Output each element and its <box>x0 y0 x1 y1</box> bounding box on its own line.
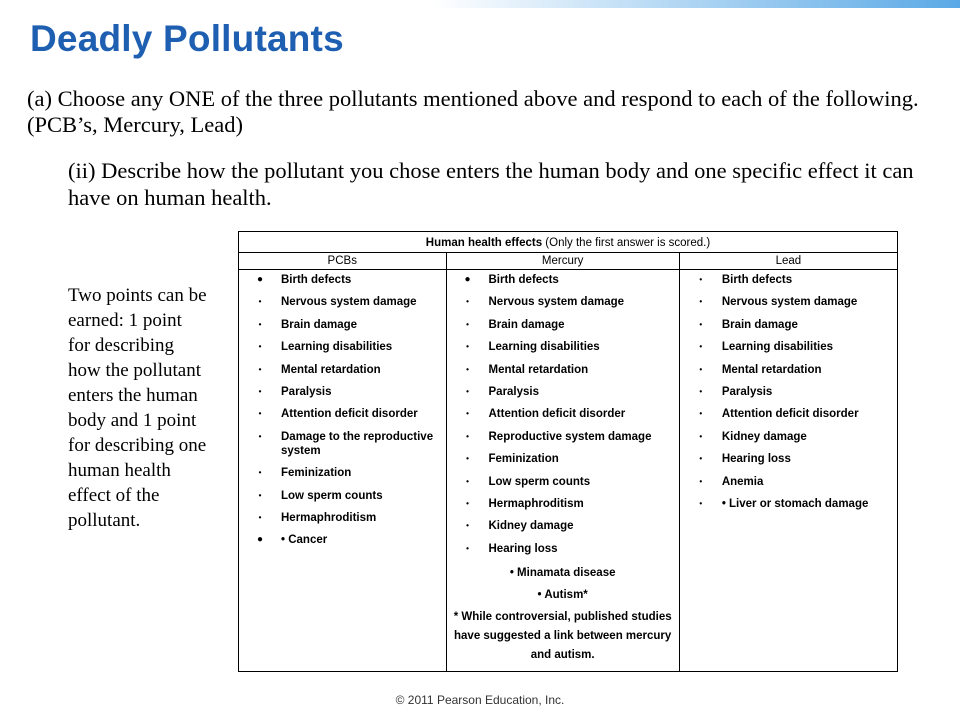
list-item-label: • Liver or stomach damage <box>721 497 869 510</box>
bullet-icon: • <box>699 275 703 284</box>
bullet-icon: • <box>258 431 262 441</box>
list-item-label: Anemia <box>721 475 764 488</box>
list-item-label: Nervous system damage <box>281 296 417 309</box>
bullet-icon: • <box>258 386 262 396</box>
list-item-label: Mental retardation <box>488 363 589 376</box>
list-item-label: Paralysis <box>488 385 540 398</box>
bullet-icon: • <box>258 297 262 307</box>
bullet-icon: ● <box>464 274 471 285</box>
bullet-icon: • <box>466 454 469 464</box>
mercury-effects-column <box>446 270 679 672</box>
list-item <box>239 318 446 332</box>
list-item <box>680 363 897 377</box>
header-mercury: Mercury <box>446 253 679 270</box>
list-item-label: Kidney damage <box>488 520 574 533</box>
footnote: * While controversial, published studies have suggested a link between mercury and autism. <box>453 611 672 662</box>
lead-effects-column <box>679 270 897 672</box>
bullet-icon: • <box>466 364 469 374</box>
list-item-label: Reproductive system damage <box>488 430 652 443</box>
list-item <box>239 295 446 309</box>
list-item <box>680 318 897 332</box>
list-item-label: Birth defects <box>721 274 793 286</box>
bullet-icon: • <box>466 498 469 508</box>
caption-bold: Human health effects <box>425 236 543 249</box>
list-item-label: Feminization <box>281 467 352 480</box>
list-item-label: Low sperm counts <box>488 475 591 488</box>
bullet-icon: • <box>466 386 469 396</box>
list-item-label: Nervous system damage <box>721 296 858 309</box>
list-item <box>239 489 446 503</box>
header-lead: Lead <box>679 253 897 270</box>
list-item <box>680 340 897 354</box>
list-item-label: • Cancer <box>281 534 328 547</box>
bullet-icon: • <box>258 319 262 329</box>
list-item-label: Brain damage <box>488 318 565 331</box>
list-item-label: Attention deficit disorder <box>721 408 859 421</box>
list-item <box>447 519 679 533</box>
list-item-label: Learning disabilities <box>721 341 834 354</box>
list-item <box>680 385 897 399</box>
bullet-icon: • <box>466 476 469 486</box>
list-item-label: Birth defects <box>281 274 352 286</box>
list-item <box>239 340 446 354</box>
bullet-icon: • <box>258 490 262 500</box>
list-item <box>447 295 679 309</box>
list-item-label: Hearing loss <box>488 542 558 555</box>
list-item <box>239 273 446 287</box>
slide-title: Deadly Pollutants <box>30 18 344 59</box>
list-item <box>447 363 679 377</box>
list-item-label: Birth defects <box>488 274 559 286</box>
header-pcbs: PCBs <box>239 253 447 270</box>
list-item <box>239 533 446 547</box>
bullet-icon: • <box>466 297 469 307</box>
list-item-label: Mental retardation <box>281 363 381 376</box>
bullet-icon: • <box>466 319 469 329</box>
header-gradient-bar <box>0 0 960 8</box>
table-caption <box>239 232 898 253</box>
list-item-label: Hearing loss <box>721 453 791 466</box>
list-item-label: Paralysis <box>721 385 773 398</box>
list-item <box>680 273 897 287</box>
list-item <box>680 295 897 309</box>
list-item <box>239 511 446 525</box>
bullet-icon: • <box>699 386 703 396</box>
bullet-icon: • <box>699 454 703 464</box>
health-effects-table <box>238 231 898 672</box>
list-item <box>447 452 679 466</box>
list-item-label: Learning disabilities <box>488 341 600 354</box>
list-item-label: Kidney damage <box>721 430 807 443</box>
list-item-label: Attention deficit disorder <box>281 408 418 421</box>
list-item-label: Hermaphroditism <box>488 497 584 510</box>
bullet-icon: • <box>466 431 469 441</box>
bullet-icon: • <box>466 521 469 531</box>
bullet-icon: • <box>699 342 703 352</box>
bullet-icon: • <box>699 431 703 441</box>
list-item-label: Nervous system damage <box>488 296 625 309</box>
list-item <box>447 407 679 421</box>
bullet-icon: • <box>258 364 262 374</box>
list-item <box>447 318 679 332</box>
bullet-icon: • <box>699 498 703 508</box>
copyright-footer: © 2011 Pearson Education, Inc. <box>395 693 565 707</box>
list-item-label: Brain damage <box>281 318 358 331</box>
list-item <box>680 475 897 489</box>
bullet-icon: • <box>699 319 703 329</box>
bullet-icon: • <box>258 409 262 419</box>
list-item <box>447 497 679 511</box>
bullet-icon: • <box>699 409 703 419</box>
list-item <box>447 385 679 399</box>
bullet-icon: • <box>466 409 469 419</box>
list-item <box>680 497 897 511</box>
list-item <box>447 542 679 556</box>
list-item <box>447 340 679 354</box>
list-item <box>239 466 446 480</box>
list-item <box>239 430 446 458</box>
bullet-icon: • <box>258 468 262 478</box>
list-item-label: Low sperm counts <box>281 489 383 502</box>
caption-rest: (Only the first answer is scored.) <box>542 236 711 249</box>
list-item-label: Hermaphroditism <box>281 511 377 524</box>
bullet-icon: • <box>466 342 469 352</box>
bullet-icon: • <box>699 297 703 307</box>
scoring-note: Two points can be earned: 1 point for describing how the pollutant enters the human body and 1 point for describing one human health effect of the pollutant. <box>68 285 207 531</box>
list-item <box>447 430 679 444</box>
list-item: • Autism* <box>537 589 588 602</box>
list-item-label: Paralysis <box>281 385 332 398</box>
list-item-label: Learning disabilities <box>281 341 393 354</box>
bullet-icon: • <box>258 512 262 522</box>
prompt-a: (a) Choose any ONE of the three pollutants mentioned above and respond to each of the following. (PCB’s, Mercury, Lead) <box>27 86 919 137</box>
bullet-icon: • <box>258 342 262 352</box>
list-item: • Minamata disease <box>509 567 616 580</box>
list-item <box>239 363 446 377</box>
list-item <box>239 407 446 421</box>
prompt-ii: (ii) Describe how the pollutant you chose enters the human body and one specific effect it can have on human health. <box>68 158 914 210</box>
bullet-icon: • <box>466 543 469 553</box>
list-item <box>447 475 679 489</box>
list-item-label: Attention deficit disorder <box>488 408 626 421</box>
list-item <box>680 430 897 444</box>
pcbs-effects-column <box>239 270 447 672</box>
bullet-icon: ● <box>256 534 264 546</box>
list-item-label: Brain damage <box>721 318 798 331</box>
bullet-icon: • <box>699 476 703 486</box>
bullet-icon: • <box>699 364 703 374</box>
bullet-icon: ● <box>256 274 264 285</box>
list-item-label: Mental retardation <box>721 363 822 376</box>
list-item <box>447 273 679 287</box>
list-item <box>239 385 446 399</box>
list-item-label: Feminization <box>488 453 559 466</box>
list-item <box>680 452 897 466</box>
list-item <box>680 407 897 421</box>
list-item-label: Damage to the reproductive system <box>281 430 434 457</box>
